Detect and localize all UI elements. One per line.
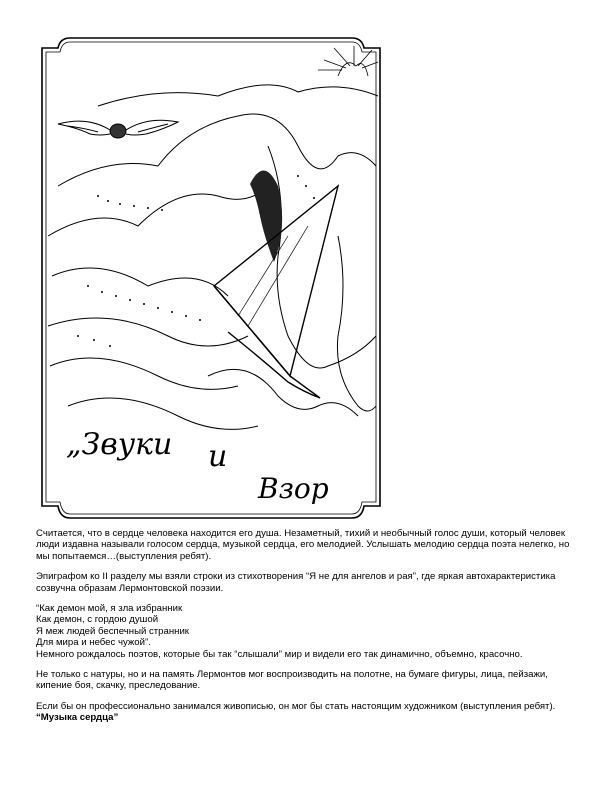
winged-emblem	[58, 120, 178, 138]
title-word-1: „Звуки	[66, 427, 173, 462]
title-word-2: и	[208, 439, 228, 474]
paragraph-epigraph: Эпиграфом ко II разделу мы взяли строки из стихотворения “Я не для ангелов и рая”, где яркая автохарактеристика созвучна образам Лермонтовской поэзии.	[36, 571, 556, 594]
paragraph-painting: Если бы он профессионально занимался живописью, он мог бы стать настоящим художником (выступления ребят).	[36, 700, 556, 712]
sun-rays	[318, 46, 378, 76]
paragraph-drawing: Не только с натуры, но и на память Лермонтов мог воспроизводить на полотне, на бумаге фигуры, лица, пейзажи, кипение боя, скачку, преследование.	[36, 669, 548, 692]
quote-line: Я меж людей беспечный странник	[36, 625, 190, 637]
quote-line: Как демон, с гордою душой	[36, 614, 159, 626]
body-text	[36, 528, 576, 733]
paragraph-poets: Немного рождалось поэтов, которые бы так “слышали” мир и видели его так динамично, объемно, красочно.	[36, 648, 523, 660]
quote-block	[36, 603, 576, 660]
quote-line: Для мира и небес чужой”.	[36, 637, 151, 649]
cover-illustration	[38, 36, 384, 520]
wave-curl	[250, 170, 282, 262]
paragraph-intro: Считается, что в сердце человека находится его душа. Незаметный, тихий и необычный голос души, который человек люди издавна называли голосом сердца, музыкой сердца, его мелодией. Услышать мелодию сердца поэта нелегко, но мы попытаемся…(выступления ребят).	[36, 528, 570, 562]
section-heading: “Музыка сердца”	[36, 712, 119, 724]
title-word-3: Взор	[258, 472, 329, 505]
quote-line: “Как демон мой, я зла избранник	[36, 603, 183, 615]
illustration-title	[66, 427, 329, 505]
waves	[48, 85, 378, 429]
